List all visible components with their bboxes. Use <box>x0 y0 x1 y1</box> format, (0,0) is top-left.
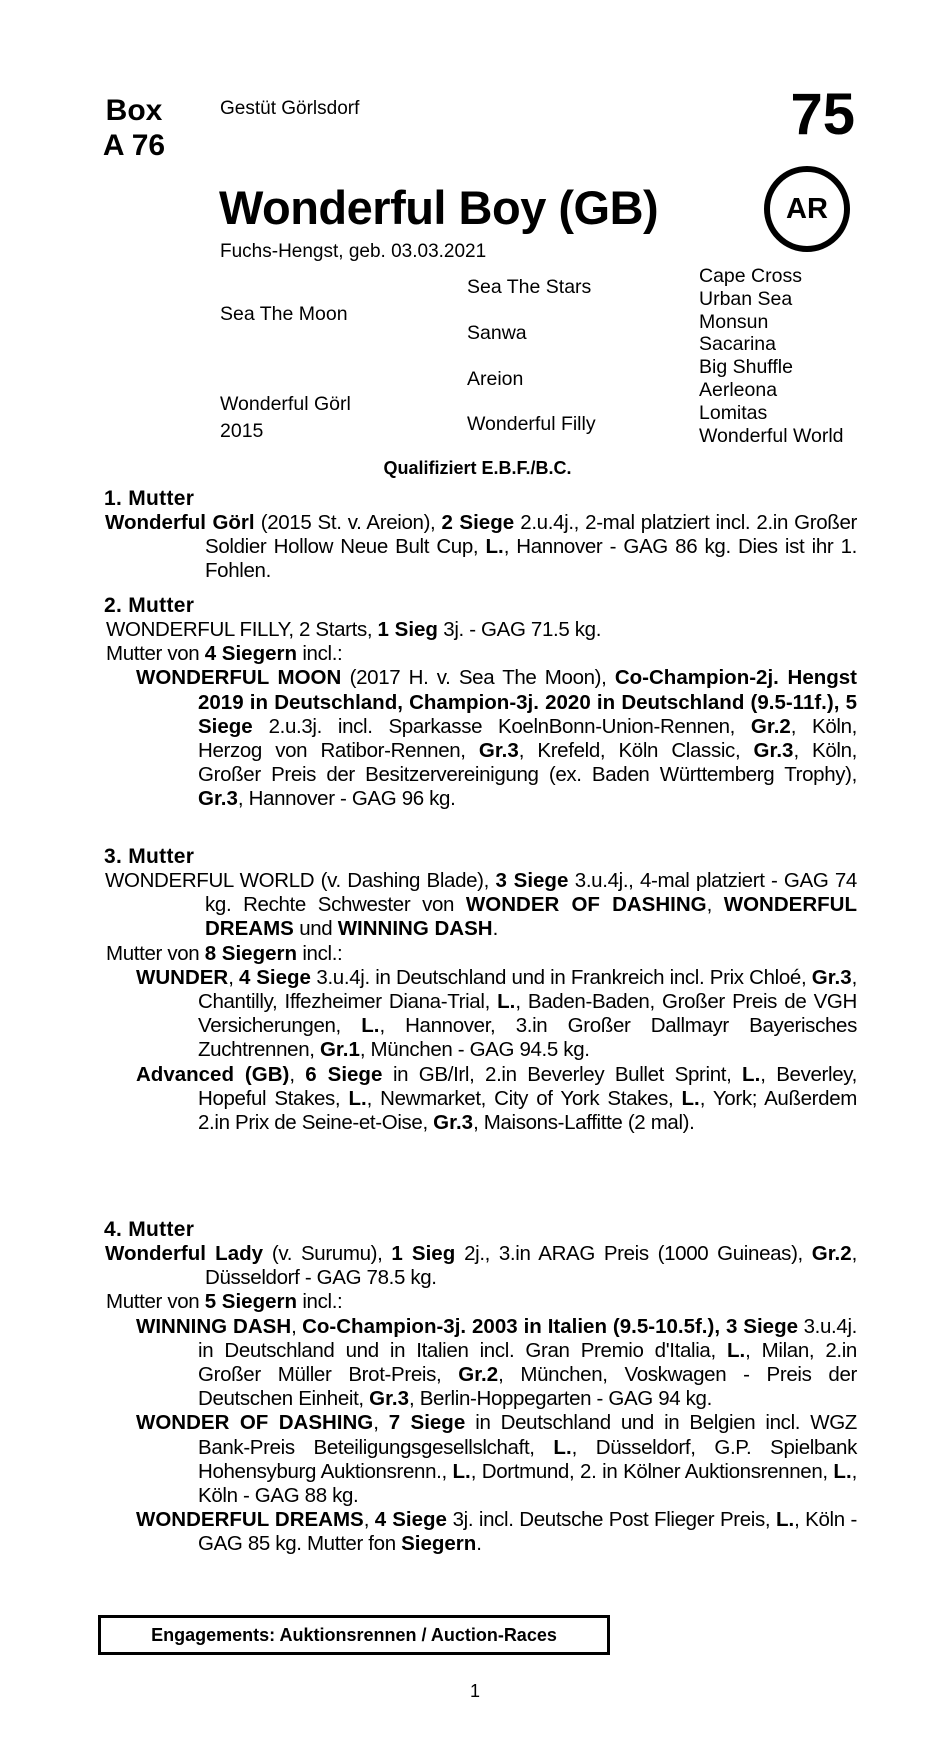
pedigree-great-grandparent: Wonderful World <box>699 424 844 447</box>
text: in GB/Irl, 2.in Beverley Bullet Sprint, <box>382 1062 743 1086</box>
section-4-mutter <box>104 1218 857 1557</box>
offspring-entry <box>104 1063 857 1136</box>
text: 2j., 3.in ARAG Preis (1000 Guineas), <box>455 1242 812 1265</box>
dam-entry <box>104 511 857 584</box>
bold-text: WUNDER <box>136 965 229 989</box>
bold-text: 8 Siegern <box>204 941 297 965</box>
engagements-label: Engagements: Auktionsrennen / Auction-Races <box>151 1624 557 1645</box>
bold-text: Gr.3 <box>433 1111 474 1135</box>
bold-text: Siegern <box>401 1532 477 1556</box>
text: , Hannover - GAG 96 kg. <box>237 787 456 811</box>
offspring-entry <box>104 966 857 1063</box>
text: incl.: <box>297 941 343 965</box>
bold-text: 1 Sieg <box>391 1242 456 1265</box>
pedigree-dam-year: 2015 <box>220 420 264 442</box>
section-3-mutter <box>104 845 857 1135</box>
text: WONDERFUL FILLY, 2 Starts, <box>106 618 378 641</box>
text: , Köln, Großer Preis der Besitzervereinigung (ex. Baden Württemberg Trophy), <box>198 739 858 787</box>
text: 3.u.4j. in Deutschland und in Italien incl. Gran Premio d'Italia, <box>198 1314 857 1362</box>
text: , Hannover - GAG 86 kg. Dies ist ihr 1. Fohlen. <box>205 535 857 583</box>
text: incl.: <box>297 642 343 666</box>
box-number: A 76 <box>102 129 166 162</box>
bold-text: WINNING DASH <box>337 917 493 941</box>
bold-text: 4 Siege <box>374 1508 447 1532</box>
bold-text: Gr.1 <box>319 1038 360 1062</box>
text: , <box>291 1314 303 1338</box>
text: , <box>228 965 240 989</box>
offspring-entry <box>104 666 857 811</box>
pedigree-dam: Wonderful Görl <box>220 393 351 415</box>
horse-name: Wonderful Boy (GB) <box>219 181 659 234</box>
pedigree-great-grandparents <box>699 265 844 447</box>
engagements-box <box>98 1615 610 1655</box>
stud-name: Gestüt Görlsdorf <box>220 98 360 119</box>
text: , Beverley, Hopeful Stakes, <box>198 1062 857 1110</box>
text: 3j. - GAG 71.5 kg. <box>437 618 602 641</box>
bold-text: 4 Siege <box>239 965 311 989</box>
text: , <box>289 1062 306 1086</box>
bold-text: 5 Siegern <box>204 1290 297 1314</box>
text: Mutter von <box>106 1290 205 1314</box>
dam-record-line <box>104 618 857 642</box>
bold-text: Gr.3 <box>369 1387 410 1411</box>
pedigree-great-grandparent: Aerleona <box>699 378 778 401</box>
box-location <box>98 93 170 163</box>
bold-text: Co-Champion-3j. 2003 in Italien (9.5-10.5f.), 3 Siege <box>302 1314 798 1338</box>
box-label: Box <box>105 94 163 127</box>
bold-text: Advanced (GB) <box>136 1062 290 1086</box>
pedigree-grandparent: Areion <box>467 368 524 390</box>
text: 3.u.4j., 4-mal platziert - GAG 74 kg. Rechte Schwester von <box>205 869 857 917</box>
bold-text: L. <box>452 1459 471 1483</box>
bold-text: L. <box>553 1435 572 1459</box>
text: , Baden-Baden, Großer Preis de VGH Versicherungen, <box>198 990 857 1038</box>
bold-text: WONDER OF DASHING <box>136 1411 374 1435</box>
text: , Köln, Herzog von Ratibor-Rennen, <box>198 714 858 763</box>
bold-text: Gr.3 <box>478 739 519 763</box>
text: 2.u.4j., 2-mal platziert incl. 2.in Großer Soldier Hollow Neue Bult Cup, <box>205 511 858 559</box>
text: , Newmarket, City of York Stakes, <box>366 1086 682 1110</box>
bold-text: L. <box>681 1086 700 1110</box>
bold-text: 6 Siege <box>305 1062 383 1086</box>
bold-text: Gr.3 <box>753 739 794 763</box>
text: 2.u.3j. incl. Sparkasse KoelnBonn-Union-Rennen, <box>252 714 751 738</box>
text: (2015 St. v. Areion), <box>254 511 442 534</box>
bold-text: 2 Siege <box>441 511 515 534</box>
text: Mutter von <box>106 941 205 965</box>
bold-text: Wonderful Lady <box>105 1242 264 1265</box>
bold-text: WINNING DASH <box>136 1314 292 1338</box>
pedigree-great-grandparent: Sacarina <box>699 333 776 356</box>
bold-text: Gr.2 <box>811 1242 852 1265</box>
bold-text: WONDERFUL DREAMS <box>205 893 857 941</box>
dam-record-line <box>104 1290 857 1314</box>
bold-text: Gr.3 <box>811 965 852 989</box>
text: . <box>476 1532 482 1556</box>
offspring-entry <box>104 1508 857 1556</box>
bold-text: L. <box>742 1062 761 1086</box>
badge-label: AR <box>786 192 828 225</box>
text: , Düsseldorf - GAG 78.5 kg. <box>205 1242 857 1290</box>
text: , Krefeld, Köln Classic, <box>518 739 754 763</box>
bold-text: L. <box>726 1338 746 1362</box>
text: in Deutschland und in Belgien incl. WGZ Bank-Preis Beteiligungsgesellslchaft, <box>198 1411 857 1459</box>
text: , München, Voskwagen - Preis der Deutschen Einheit, <box>198 1363 857 1411</box>
pedigree-great-grandparent: Lomitas <box>699 401 768 424</box>
horse-description: Fuchs-Hengst, geb. 03.03.2021 <box>220 241 487 262</box>
bold-text: 7 Siege <box>388 1411 466 1435</box>
text: , Köln - GAG 88 kg. <box>198 1459 857 1508</box>
section-heading: 4. Mutter <box>104 1218 195 1241</box>
page-number: 1 <box>470 1681 481 1701</box>
text: , München - GAG 94.5 kg. <box>359 1038 590 1062</box>
text: . <box>492 917 498 941</box>
text: , Maisons-Laffitte (2 mal). <box>473 1111 695 1135</box>
bold-text: Gr.2 <box>458 1363 499 1387</box>
text: , <box>373 1411 389 1435</box>
bold-text: Wonderful Görl <box>105 511 255 534</box>
bold-text: Gr.3 <box>198 787 238 811</box>
text: , <box>363 1508 375 1532</box>
pedigree-grandparent: Wonderful Filly <box>467 413 596 435</box>
bold-text: WONDER OF DASHING <box>465 893 707 917</box>
offspring-entry <box>104 1411 857 1508</box>
bold-text: L. <box>348 1086 367 1110</box>
bold-text: Gr.2 <box>750 714 791 738</box>
offspring-entry <box>104 1315 857 1412</box>
text: , Düsseldorf, G.P. Spielbank Hohensyburg Auktionsrenn., <box>198 1435 858 1483</box>
qualification: Qualifiziert E.B.F./B.C. <box>383 458 572 478</box>
text: (v. Surumu), <box>263 1242 392 1265</box>
text: WONDERFUL WORLD (v. Dashing Blade), <box>105 869 496 892</box>
bold-text: L. <box>485 535 504 559</box>
pedigree-grandparent: Sanwa <box>467 322 527 344</box>
bold-text: L. <box>497 990 516 1014</box>
section-1-mutter <box>104 487 857 584</box>
lot-number: 75 <box>790 82 855 147</box>
dam-record-line <box>104 642 857 666</box>
section-2-mutter <box>104 594 857 812</box>
text: 3j. incl. Deutsche Post Flieger Preis, <box>446 1508 776 1532</box>
text: und <box>293 917 338 941</box>
section-heading: 3. Mutter <box>104 845 195 868</box>
text: 3.u.4j. in Deutschland und in Frankreich incl. Prix Chloé, <box>310 965 812 989</box>
bold-text: WONDERFUL DREAMS <box>136 1508 364 1532</box>
text: , <box>706 893 724 917</box>
section-heading: 1. Mutter <box>104 487 195 510</box>
text: Mutter von <box>106 642 205 666</box>
bold-text: 3 Siege <box>495 869 569 892</box>
pedigree-great-grandparent: Cape Cross <box>699 265 802 287</box>
pedigree-great-grandparent: Monsun <box>699 310 769 333</box>
bold-text: L. <box>361 1014 380 1038</box>
text: (2017 H. v. Sea The Moon), <box>341 666 615 690</box>
pedigree-great-grandparent: Urban Sea <box>699 287 793 310</box>
text: , Dortmund, 2. in Kölner Auktionsrennen, <box>470 1459 834 1483</box>
ar-badge-icon <box>764 166 850 252</box>
section-heading: 2. Mutter <box>104 594 195 617</box>
bold-text: L. <box>833 1459 852 1483</box>
bold-text: L. <box>775 1508 795 1532</box>
bold-text: 1 Sieg <box>377 618 438 641</box>
text: , Hannover, 3.in Großer Dallmayr Bayerisches Zuchtrennen, <box>198 1014 857 1062</box>
text: , Berlin-Hoppegarten - GAG 94 kg. <box>409 1387 712 1411</box>
dam-record-line <box>104 942 857 966</box>
pedigree-grandparent: Sea The Stars <box>467 276 592 298</box>
text: incl.: <box>297 1290 343 1314</box>
bold-text: Co-Champion-2j. Hengst 2019 in Deutschland, Champion-3j. 2020 in Deutschland (9.5-11f.), 5 Siege <box>198 666 857 738</box>
bold-text: 4 Siegern <box>204 642 297 666</box>
pedigree-sire: Sea The Moon <box>220 303 348 325</box>
text: , Milan, 2.in Großer Müller Brot-Preis, <box>198 1338 857 1387</box>
dam-entry <box>104 1242 857 1290</box>
pedigree-great-grandparent: Big Shuffle <box>699 356 793 379</box>
text: , York; Außerdem 2.in Prix de Seine-et-Oise, <box>198 1086 857 1135</box>
text: , Köln - GAG 85 kg. Mutter fon <box>198 1508 857 1556</box>
dam-entry <box>104 869 857 942</box>
text: , Chantilly, Iffezheimer Diana-Trial, <box>198 965 857 1014</box>
bold-text: WONDERFUL MOON <box>136 666 342 690</box>
